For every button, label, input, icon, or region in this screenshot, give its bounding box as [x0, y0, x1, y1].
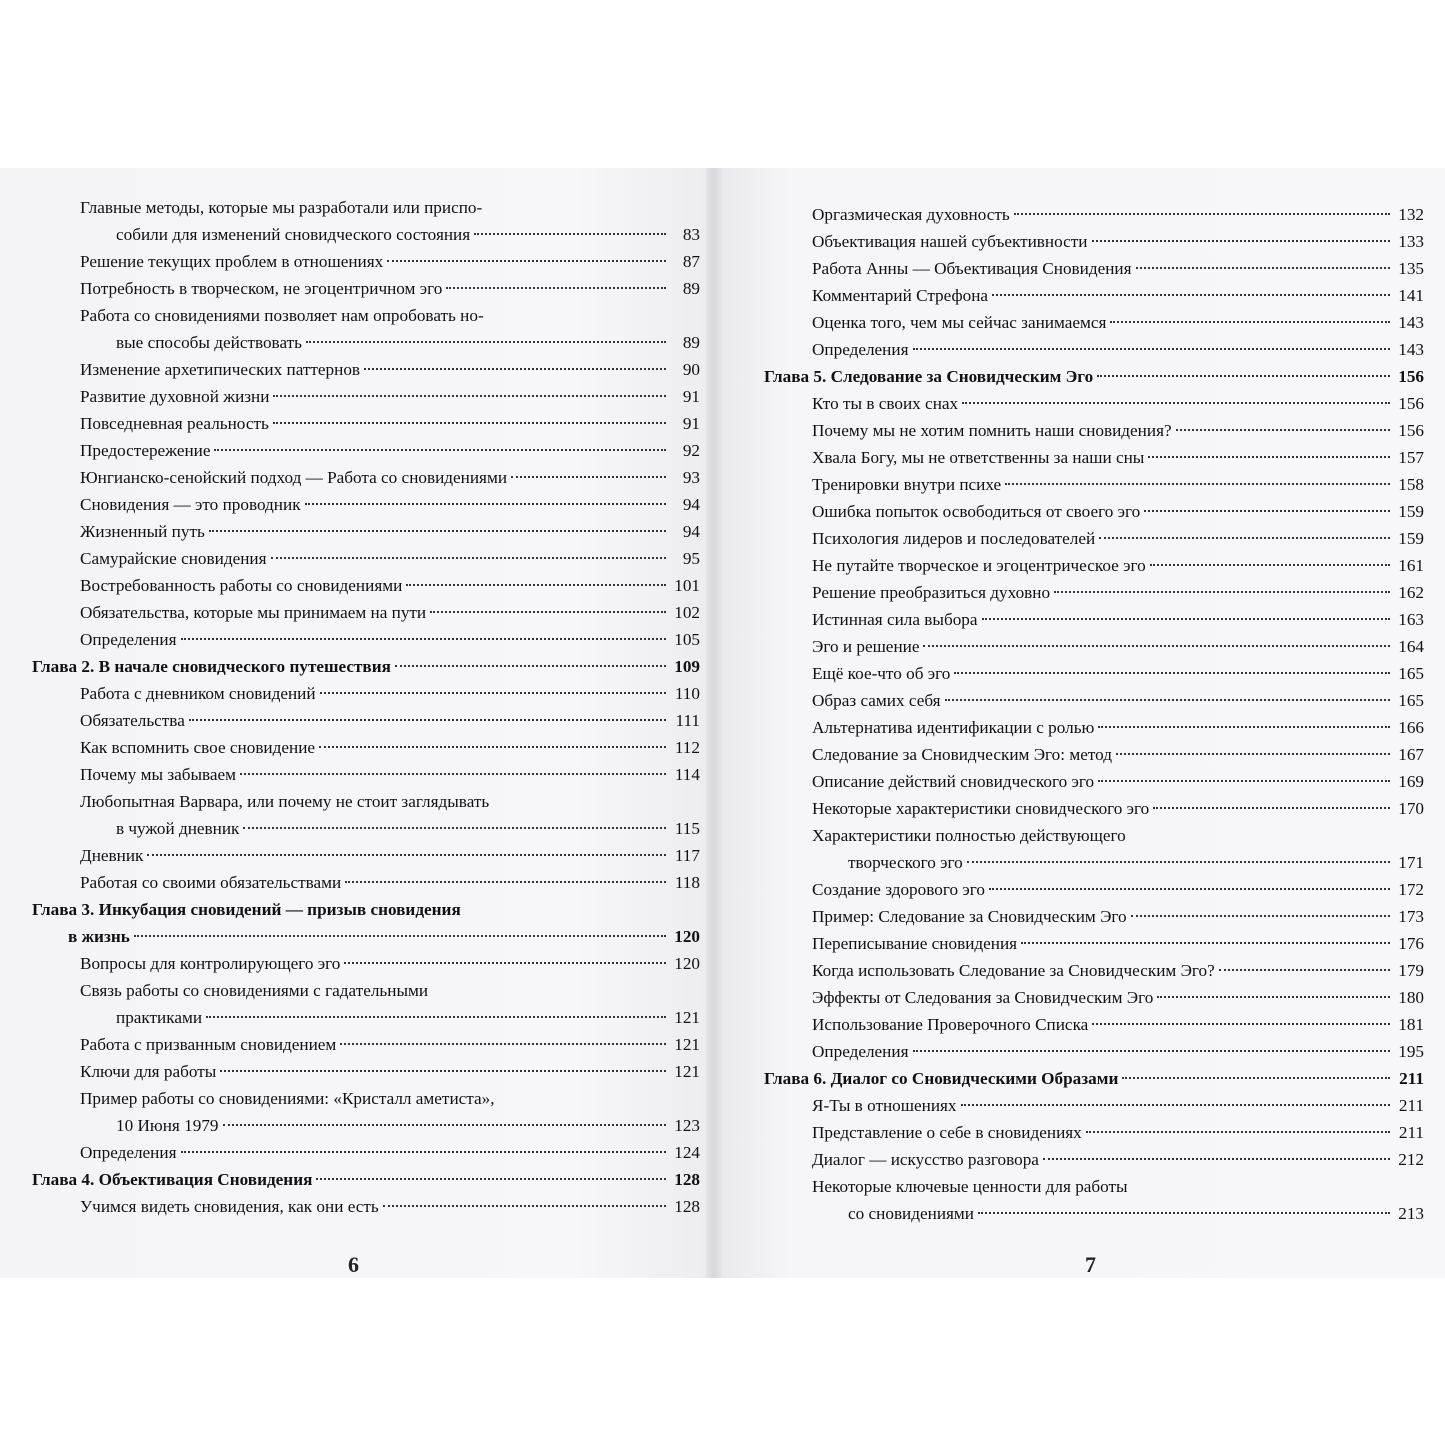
toc-entry — [764, 984, 1424, 1011]
dot-leader — [383, 1205, 666, 1207]
dot-leader — [1086, 1131, 1390, 1133]
toc-entry — [764, 768, 1424, 795]
dot-leader — [1131, 915, 1390, 917]
toc-page-number: 161 — [1398, 556, 1424, 575]
toc-page-number: 112 — [674, 738, 700, 757]
toc-entry-title: Вопросы для контролирующего эго — [80, 954, 341, 973]
toc-entry — [32, 572, 700, 599]
dot-leader — [1110, 321, 1390, 323]
toc-page-number: 132 — [1398, 205, 1424, 224]
toc-page-number: 165 — [1398, 664, 1424, 683]
toc-page-number: 111 — [675, 711, 700, 730]
toc-entry-title: Использование Проверочного Списка — [812, 1015, 1089, 1034]
dot-leader — [214, 449, 666, 451]
page-number-left: 6 — [348, 1252, 359, 1277]
toc-entry — [764, 1146, 1424, 1173]
dot-leader — [340, 1043, 666, 1045]
dot-leader — [446, 287, 666, 289]
toc-entry — [764, 1173, 1424, 1227]
toc-entry — [764, 309, 1424, 336]
toc-entry-title: Решение текущих проблем в отношениях — [80, 252, 384, 271]
dot-leader — [954, 672, 1390, 674]
toc-entry-title: со сновидениями — [848, 1204, 975, 1223]
toc-entry — [764, 201, 1424, 228]
dot-leader — [511, 476, 666, 478]
dot-leader — [1092, 240, 1391, 242]
toc-entry-title: Работа с дневником сновидений — [80, 684, 316, 703]
toc-entry-title: Главные методы, которые мы разработали или приспо- — [80, 198, 483, 217]
toc-page-number: 159 — [1398, 529, 1424, 548]
toc-entry — [764, 633, 1424, 660]
toc-page-number: 90 — [682, 360, 700, 379]
toc-entry — [764, 1038, 1424, 1065]
toc-page-number: 164 — [1398, 637, 1424, 656]
toc-page-number: 121 — [674, 1062, 700, 1081]
toc-page-number: 114 — [674, 765, 700, 784]
dot-leader — [430, 611, 666, 613]
toc-entry — [32, 680, 700, 707]
dot-leader — [945, 699, 1390, 701]
dot-leader — [345, 881, 666, 883]
toc-page-number: 179 — [1398, 961, 1424, 980]
dot-leader — [134, 935, 666, 937]
toc-entry — [32, 437, 700, 464]
dot-leader — [306, 341, 666, 343]
toc-entry-title: Глава 2. В начале сновидческого путешествия — [32, 657, 391, 676]
toc-entry — [32, 977, 700, 1031]
toc-entry-title: Хвала Богу, мы не ответственны за наши сны — [812, 448, 1145, 467]
toc-entry — [764, 1011, 1424, 1038]
dot-leader — [1014, 213, 1390, 215]
toc-entry — [32, 842, 700, 869]
dot-leader — [395, 665, 666, 667]
dot-leader — [220, 1070, 666, 1072]
toc-page-number: 165 — [1398, 691, 1424, 710]
toc-entry-title: Сновидения — это проводник — [80, 495, 301, 514]
toc-page-number: 158 — [1398, 475, 1424, 494]
toc-entry-title: 10 Июня 1979 — [116, 1116, 219, 1135]
toc-entry-title: Как вспомнить свое сновидение — [80, 738, 316, 757]
toc-entry — [764, 228, 1424, 255]
toc-entry-title: Диалог — искусство разговора — [812, 1150, 1039, 1169]
dot-leader — [181, 1151, 667, 1153]
toc-page-number: 211 — [1398, 1123, 1424, 1142]
toc-page-number: 128 — [674, 1197, 700, 1216]
toc-page-number: 115 — [674, 819, 700, 838]
toc-entry-title: Учимся видеть сновидения, как они есть — [80, 1197, 379, 1216]
toc-page-number: 195 — [1398, 1042, 1424, 1061]
toc-entry-title: Оргазмическая духовность — [812, 205, 1010, 224]
toc-page-number: 163 — [1398, 610, 1424, 629]
toc-chapter — [32, 653, 700, 680]
toc-page-number: 92 — [682, 441, 700, 460]
toc-entry — [32, 1058, 700, 1085]
toc-entry — [764, 903, 1424, 930]
toc-entry — [764, 579, 1424, 606]
dot-leader — [1098, 726, 1390, 728]
toc-page-number: 181 — [1398, 1015, 1424, 1034]
toc-entry-title: Переписывание сновидения — [812, 934, 1018, 953]
toc-entry-title: Некоторые характеристики сновидческого эго — [812, 799, 1150, 818]
dot-leader — [1005, 483, 1390, 485]
toc-entry — [32, 248, 700, 275]
dot-leader — [982, 618, 1390, 620]
toc-entry-title: Альтернатива идентификации с ролью — [812, 718, 1095, 737]
toc-entry-title: Глава 5. Следование за Сновидческим Эго — [764, 367, 1094, 386]
dot-leader — [1116, 753, 1390, 755]
toc-page-number: 169 — [1398, 772, 1424, 791]
toc-entry — [764, 660, 1424, 687]
toc-chapter — [32, 1166, 700, 1193]
dot-leader — [474, 233, 666, 235]
dot-leader — [1122, 1077, 1390, 1079]
toc-entry — [32, 356, 700, 383]
toc-entry — [32, 869, 700, 896]
toc-entry-title: Некоторые ключевые ценности для работы — [812, 1177, 1128, 1196]
toc-entry — [32, 761, 700, 788]
dot-leader — [406, 584, 666, 586]
toc-entry — [32, 518, 700, 545]
dot-leader — [962, 402, 1390, 404]
book-spread — [0, 168, 1445, 1278]
toc-chapter — [764, 1065, 1424, 1092]
toc-entry-title: Глава 3. Инкубация сновидений — призыв сновидения — [32, 900, 461, 919]
dot-leader — [1150, 564, 1390, 566]
toc-chapter — [764, 363, 1424, 390]
toc-page-number: 128 — [674, 1170, 700, 1189]
toc-entry — [32, 626, 700, 653]
toc-page-number: 87 — [682, 252, 700, 271]
toc-entry-title: Почему мы забываем — [80, 765, 237, 784]
toc-entry-title: Ключи для работы — [80, 1062, 217, 1081]
toc-page-number: 156 — [1398, 421, 1424, 440]
dot-leader — [387, 260, 666, 262]
toc-entry-title: Связь работы со сновидениями с гадательными — [80, 981, 429, 1000]
toc-entry-title: Следование за Сновидческим Эго: метод — [812, 745, 1112, 764]
toc-entry — [32, 950, 700, 977]
dot-leader — [1043, 1158, 1390, 1160]
toc-page-number: 83 — [682, 225, 700, 244]
dot-leader — [240, 773, 666, 775]
toc-entry — [32, 1031, 700, 1058]
toc-entry-title: Дневник — [80, 846, 144, 865]
toc-entry — [764, 822, 1424, 876]
toc-entry — [764, 282, 1424, 309]
toc-page-number: 143 — [1398, 340, 1424, 359]
toc-entry-title: Тренировки внутри психе — [812, 475, 1002, 494]
toc-entry — [764, 498, 1424, 525]
dot-leader — [1176, 429, 1390, 431]
dot-leader — [189, 719, 666, 721]
toc-entry — [764, 471, 1424, 498]
toc-page-number: 173 — [1398, 907, 1424, 926]
toc-page-number: 91 — [682, 387, 700, 406]
toc-entry-title: Решение преобразиться духовно — [812, 583, 1051, 602]
toc-page-number: 141 — [1398, 286, 1424, 305]
dot-leader — [1153, 807, 1390, 809]
dot-leader — [923, 645, 1390, 647]
toc-entry-title: Когда использовать Следование за Сновидческим Эго? — [812, 961, 1215, 980]
toc-entry-title: Работа с призванным сновидением — [80, 1035, 337, 1054]
toc-entry — [32, 383, 700, 410]
toc-entry-title: Истинная сила выбора — [812, 610, 978, 629]
toc-entry — [764, 417, 1424, 444]
toc-page-number: 157 — [1398, 448, 1424, 467]
toc-entry — [764, 255, 1424, 282]
dot-leader — [206, 1016, 666, 1018]
dot-leader — [913, 1050, 1391, 1052]
dot-leader — [181, 638, 667, 640]
dot-leader — [320, 692, 666, 694]
toc-entry-title: Эго и решение — [812, 637, 920, 656]
toc-entry-title: в жизнь — [68, 927, 130, 946]
toc-entry-title: Образ самих себя — [812, 691, 941, 710]
toc-entry — [32, 1139, 700, 1166]
toc-entry-title: Определения — [80, 630, 177, 649]
toc-chapter — [32, 896, 700, 950]
toc-entry — [32, 545, 700, 572]
toc-page-number: 211 — [1399, 1069, 1424, 1088]
dot-leader — [147, 854, 666, 856]
toc-page-number: 212 — [1398, 1150, 1424, 1169]
toc-entry-title: Развитие духовной жизни — [80, 387, 270, 406]
toc-page-number: 105 — [674, 630, 700, 649]
toc-entry-title: Обязательства, которые мы принимаем на пути — [80, 603, 427, 622]
toc-page-number: 143 — [1398, 313, 1424, 332]
toc-entry-title: Повседневная реальность — [80, 414, 269, 433]
toc-entry — [32, 302, 700, 356]
dot-leader — [1219, 969, 1390, 971]
toc-entry-title: Работа Анны — Объективация Сновидения — [812, 259, 1132, 278]
toc-page-number: 172 — [1398, 880, 1424, 899]
toc-entry — [32, 275, 700, 302]
dot-leader — [305, 503, 666, 505]
toc-entry-title: Самурайские сновидения — [80, 549, 267, 568]
toc-entry-title: Я-Ты в отношениях — [812, 1096, 957, 1115]
toc-page-number: 123 — [674, 1116, 700, 1135]
toc-entry-title: Работа со сновидениями позволяет нам опробовать но- — [80, 306, 484, 325]
toc-entry-title: Глава 4. Объективация Сновидения — [32, 1170, 313, 1189]
dot-leader — [1097, 375, 1390, 377]
toc-entry — [764, 876, 1424, 903]
toc-page-number: 118 — [674, 873, 700, 892]
toc-entry-title: Оценка того, чем мы сейчас занимаемся — [812, 313, 1107, 332]
toc-page-number: 93 — [682, 468, 700, 487]
dot-leader — [1021, 942, 1390, 944]
toc-entry-title: Определения — [80, 1143, 177, 1162]
toc-page-number: 176 — [1398, 934, 1424, 953]
dot-leader — [344, 962, 666, 964]
toc-entry — [764, 525, 1424, 552]
dot-leader — [978, 1212, 1390, 1214]
dot-leader — [273, 395, 666, 397]
toc-page-number: 162 — [1398, 583, 1424, 602]
toc-page-number: 133 — [1398, 232, 1424, 251]
dot-leader — [967, 861, 1390, 863]
toc-entry — [764, 930, 1424, 957]
toc-entry — [32, 1085, 700, 1139]
toc-page-number: 171 — [1398, 853, 1424, 872]
toc-entry-title: Глава 6. Диалог со Сновидческими Образами — [764, 1069, 1119, 1088]
toc-entry-title: Кто ты в своих снах — [812, 394, 959, 413]
dot-leader — [1092, 1023, 1390, 1025]
dot-leader — [1054, 591, 1390, 593]
dot-leader — [243, 827, 666, 829]
toc-entry-title: Ошибка попыток освободиться от своего эго — [812, 502, 1141, 521]
toc-page-number: 124 — [674, 1143, 700, 1162]
toc-entry — [764, 336, 1424, 363]
toc-entry-title: Не путайте творческое и эгоцентрическое эго — [812, 556, 1146, 575]
toc-entry — [32, 599, 700, 626]
toc-entry-title: Характеристики полностью действующего — [812, 826, 1126, 845]
dot-leader — [1099, 537, 1390, 539]
toc-page-number: 180 — [1398, 988, 1424, 1007]
dot-leader — [1098, 780, 1390, 782]
dot-leader — [992, 294, 1390, 296]
toc-entry-title: Комментарий Стрефона — [812, 286, 989, 305]
toc-page-number: 110 — [674, 684, 700, 703]
toc-page-number: 91 — [682, 414, 700, 433]
toc-entry-title: Ещё кое-что об эго — [812, 664, 951, 683]
dot-leader — [223, 1124, 666, 1126]
toc-entry-title: вые способы действовать — [116, 333, 302, 352]
toc-entry — [32, 734, 700, 761]
toc-page-number: 159 — [1398, 502, 1424, 521]
toc-entry-title: Изменение архетипических паттернов — [80, 360, 361, 379]
toc-entry-title: Обязательства — [80, 711, 185, 730]
toc-entry — [764, 444, 1424, 471]
toc-entry-title: Юнгианско-сенойский подход — Работа со сновидениями — [80, 468, 508, 487]
toc-entry — [764, 606, 1424, 633]
toc-page-number: 120 — [674, 927, 700, 946]
toc-entry — [764, 552, 1424, 579]
toc-entry — [32, 788, 700, 842]
dot-leader — [989, 888, 1390, 890]
toc-left-page — [32, 194, 700, 1274]
toc-entry-title: Любопытная Варвара, или почему не стоит заглядывать — [80, 792, 490, 811]
toc-page-number: 120 — [674, 954, 700, 973]
toc-entry — [32, 194, 700, 248]
dot-leader — [1157, 996, 1390, 998]
toc-page-number: 156 — [1398, 367, 1424, 386]
toc-entry — [764, 957, 1424, 984]
toc-entry-title: Востребованность работы со сновидениями — [80, 576, 403, 595]
toc-page-number: 213 — [1398, 1204, 1424, 1223]
toc-page-number: 94 — [682, 522, 700, 541]
toc-page-number: 102 — [674, 603, 700, 622]
toc-entry-title: в чужой дневник — [116, 819, 240, 838]
toc-entry-title: Работая со своими обязательствами — [80, 873, 342, 892]
toc-entry — [764, 1092, 1424, 1119]
dot-leader — [271, 557, 667, 559]
dot-leader — [1148, 456, 1390, 458]
toc-page-number: 121 — [674, 1008, 700, 1027]
toc-entry-title: Жизненный путь — [80, 522, 205, 541]
toc-entry — [32, 410, 700, 437]
toc-entry-title: Представление о себе в сновидениях — [812, 1123, 1082, 1142]
toc-entry-title: Пример работы со сновидениями: «Кристалл аметиста», — [80, 1089, 495, 1108]
toc-entry-title: Определения — [812, 340, 909, 359]
toc-entry-title: Объективация нашей субъективности — [812, 232, 1088, 251]
toc-page-number: 156 — [1398, 394, 1424, 413]
toc-page-number: 166 — [1398, 718, 1424, 737]
toc-entry-title: Потребность в творческом, не эгоцентричном эго — [80, 279, 443, 298]
toc-entry-title: Создание здорового эго — [812, 880, 985, 899]
toc-entry-title: практиками — [116, 1008, 203, 1027]
toc-page-number: 135 — [1398, 259, 1424, 278]
book-gutter — [706, 168, 722, 1278]
dot-leader — [364, 368, 666, 370]
toc-entry-title: Эффекты от Следования за Сновидческим Эго — [812, 988, 1154, 1007]
toc-entry-title: Психология лидеров и последователей — [812, 529, 1096, 548]
toc-page-number: 89 — [682, 279, 700, 298]
toc-entry-title: собили для изменений сновидческого состояния — [116, 225, 471, 244]
toc-entry-title: Почему мы не хотим помнить наши сновидения? — [812, 421, 1172, 440]
dot-leader — [273, 422, 666, 424]
dot-leader — [1144, 510, 1390, 512]
toc-entry-title: Предостережение — [80, 441, 211, 460]
toc-entry — [32, 464, 700, 491]
dot-leader — [316, 1178, 666, 1180]
toc-entry-title: Пример: Следование за Сновидческим Эго — [812, 907, 1127, 926]
toc-page-number: 89 — [682, 333, 700, 352]
toc-entry — [764, 1119, 1424, 1146]
toc-entry — [32, 491, 700, 518]
toc-page-number: 170 — [1398, 799, 1424, 818]
toc-entry — [32, 707, 700, 734]
dot-leader — [209, 530, 666, 532]
toc-page-number: 211 — [1398, 1096, 1424, 1115]
toc-page-number: 117 — [674, 846, 700, 865]
toc-page-number: 109 — [674, 657, 700, 676]
toc-entry — [32, 1193, 700, 1220]
toc-entry-title: Описание действий сновидческого эго — [812, 772, 1095, 791]
toc-right-page — [764, 201, 1424, 1278]
toc-page-number: 121 — [674, 1035, 700, 1054]
dot-leader — [1136, 267, 1390, 269]
toc-page-number: 167 — [1398, 745, 1424, 764]
page-number-right: 7 — [1085, 1252, 1096, 1277]
toc-entry-title: творческого эго — [848, 853, 963, 872]
toc-entry — [764, 687, 1424, 714]
toc-page-number: 101 — [674, 576, 700, 595]
dot-leader — [961, 1104, 1390, 1106]
toc-entry — [764, 714, 1424, 741]
toc-entry-title: Определения — [812, 1042, 909, 1061]
toc-entry — [764, 795, 1424, 822]
toc-page-number: 94 — [682, 495, 700, 514]
toc-entry — [764, 741, 1424, 768]
toc-entry — [764, 390, 1424, 417]
dot-leader — [913, 348, 1391, 350]
dot-leader — [319, 746, 666, 748]
toc-page-number: 95 — [682, 549, 700, 568]
